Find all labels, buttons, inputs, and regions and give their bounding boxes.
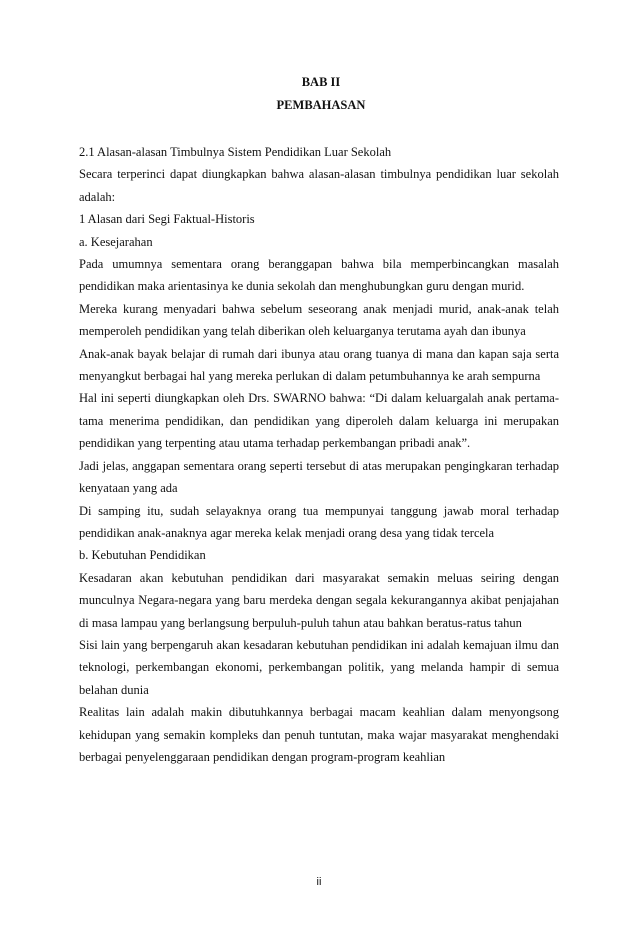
paragraph: Pada umumnya sementara orang beranggapan bahwa bila memperbincangkan masalah pendidikan maka arientasinya ke dunia sekolah dan menghubungkan guru dengan murid.: [79, 257, 559, 294]
page-number: ii: [316, 876, 322, 888]
paragraph: Hal ini seperti diungkapkan oleh Drs. SWARNO bahwa: “Di dalam keluargalah anak pertama-tama menerima pendidikan, dan pendidikan yang diperoleh dalam keluarga ini merupakan pendidikan yang terpenting atau utama terhadap perkembangan pribadi anak”.: [79, 391, 559, 451]
chapter-number: BAB II: [301, 75, 341, 89]
paragraph: Kesadaran akan kebutuhan pendidikan dari masyarakat semakin meluas seiring dengan munculnya Negara-negara yang baru merdeka dengan segala kekurangannya akibat penjajahan di masa lampau yang berlangsung berpuluh-puluh tahun atau bahkan beratus-ratus tahun: [79, 570, 559, 630]
paragraph: Realitas lain adalah makin dibutuhkannya berbagai macam keahlian dalam menyongsong kehidupan yang semakin kompleks dan penuh tuntutan, maka wajar masyarakat menghendaki berbagai penyelenggaraan pendidikan dengan program-program keahlian: [79, 705, 559, 764]
paragraph: Di samping itu, sudah selayaknya orang tua mempunyai tanggung jawab moral terhadap pendidikan anak-anaknya agar mereka kelak menjadi orang desa yang tidak tercela: [79, 503, 559, 540]
subsection-heading: b. Kebutuhan Pendidikan: [79, 548, 206, 563]
section-heading: 2.1 Alasan-alasan Timbulnya Sistem Pendidikan Luar Sekolah: [79, 145, 392, 159]
paragraph: Secara terperinci dapat diungkapkan bahwa alasan-alasan timbulnya pendidikan luar sekolah adalah:: [79, 167, 559, 204]
chapter-title: PEMBAHASAN: [276, 98, 366, 112]
subsection-heading: 1 Alasan dari Segi Faktual-Historis: [79, 212, 255, 227]
paragraph: Mereka kurang menyadari bahwa sebelum seseorang anak menjadi murid, anak-anak telah memperoleh pendidikan yang telah diberikan oleh keluarganya terutama ayah dan ibunya: [79, 301, 559, 339]
paragraph: Sisi lain yang berpengaruh akan kesadaran kebutuhan pendidikan ini adalah kemajuan ilmu dan teknologi, perkembangan ekonomi, perkembangan politik, yang melanda hampir di semua belahan dunia: [79, 637, 559, 697]
paragraph: Jadi jelas, anggapan sementara orang seperti tersebut di atas merupakan pengingkaran terhadap kenyataan yang ada: [79, 458, 559, 496]
document-body: [79, 141, 559, 768]
paragraph: Anak-anak bayak belajar di rumah dari ibunya atau orang tuanya di mana dan kapan saja serta menyangkut berbagai hal yang mereka perlukan di dalam petumbuhannya ke arah sempurna: [79, 346, 559, 384]
subsection-heading: a. Kesejarahan: [79, 234, 153, 249]
